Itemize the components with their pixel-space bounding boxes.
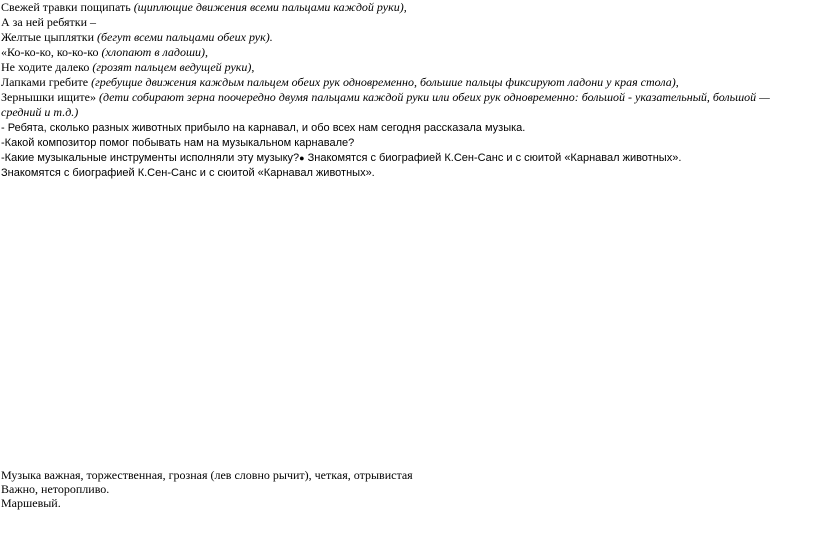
question-instruments	[1, 151, 813, 166]
poem-line-instruction: (хлопают в ладоши),	[101, 45, 209, 59]
poem-line-1	[1, 0, 813, 15]
poem-line-instruction: (гребущие движения каждым пальцем обеих рук одновременно, большие пальцы фиксируют ладони у края стола),	[91, 75, 679, 89]
poem-line-text: Желтые цыплятки	[1, 30, 97, 44]
bullet-icon: ●	[299, 153, 305, 163]
question-composer: -Какой композитор помог побывать нам на музыкальном карнавале?	[1, 137, 355, 149]
question-animals: - Ребята, сколько разных животных прибыло на карнавал, и обо всех нам сегодня рассказала музыка.	[1, 122, 526, 134]
poem-line-5	[1, 60, 813, 75]
poem-line-instruction: (щиплющие движения всеми пальцами каждой руки),	[133, 0, 407, 14]
answer-tempo: Важно, неторопливо.	[1, 482, 110, 496]
music-description-answers	[1, 468, 813, 510]
poem-line-text: Лапками гребите	[1, 75, 92, 89]
poem-line-2	[1, 15, 813, 30]
poem-line-7	[1, 90, 813, 120]
poem-line-4	[1, 45, 813, 60]
biography-note: Знакомятся с биографией К.Сен-Санс и с сюитой «Карнавал животных».	[1, 167, 375, 179]
poem-line-text: Свежей травки пощипать	[1, 0, 134, 14]
poem-line-text: «Ко-ко-ко, ко-ко-ко	[1, 45, 102, 59]
poem-line-text: А за ней ребятки –	[1, 15, 97, 29]
poem-line-3	[1, 30, 813, 45]
poem-line-instruction: (дети собирают зерна поочередно двумя пальцами каждой руки или обеих рук одновременно: большой - указательный, большой — средний и т.д.)	[1, 90, 770, 119]
poem-line-instruction: (бегут всеми пальцами обеих рук).	[97, 30, 273, 44]
answer-genre: Маршевый.	[1, 496, 61, 510]
poem-line-instruction: (грозят пальцем ведущей руки),	[92, 60, 255, 74]
teacher-questions	[1, 121, 813, 181]
finger-game-poem	[1, 0, 813, 120]
question-instruments-text: -Какие музыкальные инструменты исполняли эту музыку?	[1, 152, 300, 164]
answer-character: Музыка важная, торжественная, грозная (лев словно рычит), четкая, отрывистая	[1, 468, 413, 482]
poem-line-6	[1, 75, 813, 90]
question-instruments-tail: Знакомятся с биографией К.Сен-Санс и с сюитой «Карнавал животных».	[304, 152, 682, 164]
poem-line-text: Не ходите далеко	[1, 60, 93, 74]
poem-line-text: Зернышки ищите»	[1, 90, 99, 104]
